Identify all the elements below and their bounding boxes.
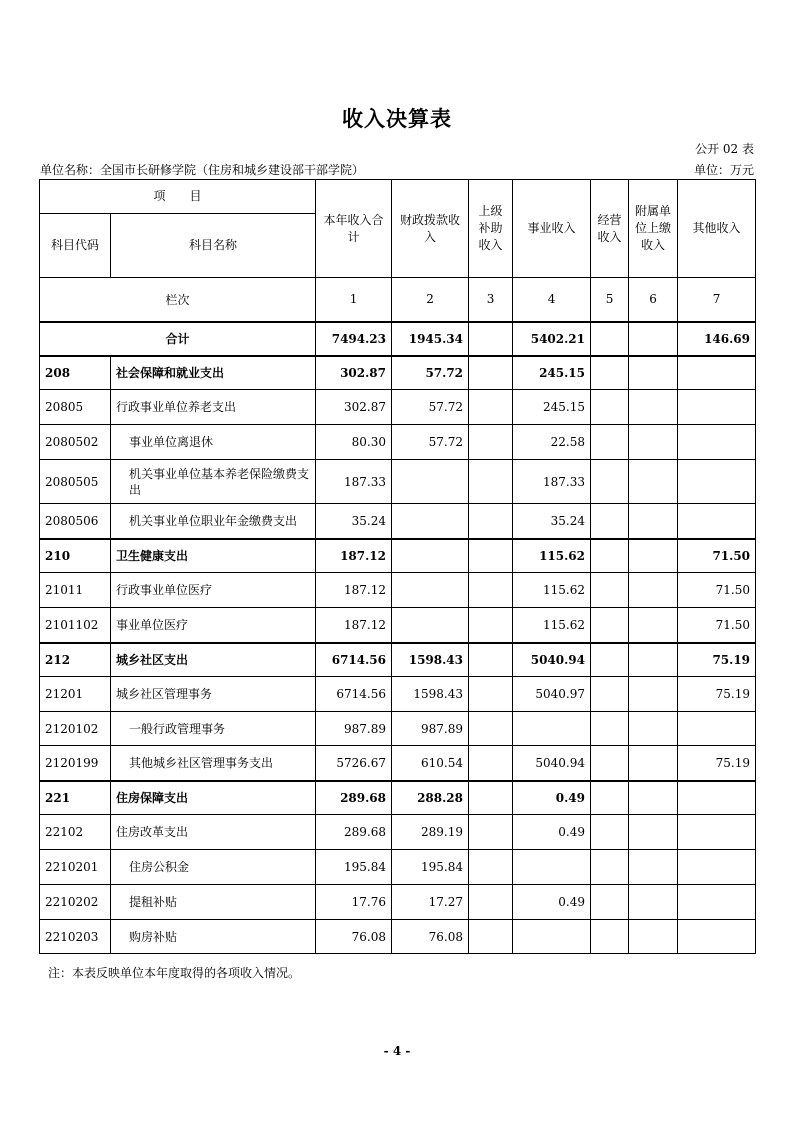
cell-value xyxy=(629,643,678,677)
header-operating: 经营收入 xyxy=(591,180,629,278)
cell-value xyxy=(469,885,513,920)
header-affiliated: 附属单位上缴收入 xyxy=(629,180,678,278)
cell-value: 57.72 xyxy=(392,356,469,390)
cell-value xyxy=(591,425,629,460)
cell-value xyxy=(678,504,756,539)
col-num: 2 xyxy=(392,278,469,322)
table-row xyxy=(40,573,756,608)
cell-value: 17.76 xyxy=(316,885,392,920)
cell-value: 195.84 xyxy=(316,850,392,885)
cell-value: 288.28 xyxy=(392,781,469,815)
cell-value: 245.15 xyxy=(513,390,591,425)
cell-value: 302.87 xyxy=(316,390,392,425)
cell-value xyxy=(469,850,513,885)
table-row xyxy=(40,920,756,954)
subject-name: 住房公积金 xyxy=(111,850,316,885)
subject-code: 22102 xyxy=(40,815,111,850)
cell-value: 17.27 xyxy=(392,885,469,920)
cell-value xyxy=(591,815,629,850)
cell-value: 987.89 xyxy=(392,712,469,746)
cell-value xyxy=(629,815,678,850)
cell-value xyxy=(629,712,678,746)
header-other: 其他收入 xyxy=(678,180,756,278)
subject-code: 2120199 xyxy=(40,746,111,781)
cell-value: 57.72 xyxy=(392,390,469,425)
total-value: 1945.34 xyxy=(392,322,469,356)
cell-value: 5726.67 xyxy=(316,746,392,781)
table-note: 注：本表反映单位本年度取得的各项收入情况。 xyxy=(48,966,301,980)
cell-value xyxy=(678,850,756,885)
subject-code: 208 xyxy=(40,356,111,390)
cell-value xyxy=(469,425,513,460)
cell-value xyxy=(629,390,678,425)
cell-value: 5040.94 xyxy=(513,746,591,781)
page-number: - 4 - xyxy=(383,1044,411,1058)
cell-value xyxy=(591,390,629,425)
total-value: 7494.23 xyxy=(316,322,392,356)
header-upper: 上级补助收入 xyxy=(469,180,513,278)
table-row xyxy=(40,850,756,885)
cell-value: 71.50 xyxy=(678,539,756,573)
cell-value xyxy=(513,850,591,885)
header-subject-code: 科目代码 xyxy=(40,214,111,278)
cell-value xyxy=(678,781,756,815)
subject-code: 212 xyxy=(40,643,111,677)
cell-value: 75.19 xyxy=(678,643,756,677)
cell-value xyxy=(513,712,591,746)
header-total: 本年收入合计 xyxy=(316,180,392,278)
cell-value: 6714.56 xyxy=(316,677,392,712)
cell-value xyxy=(591,850,629,885)
subject-name: 一般行政管理事务 xyxy=(111,712,316,746)
cell-value xyxy=(469,573,513,608)
cell-value xyxy=(591,712,629,746)
subject-name: 社会保障和就业支出 xyxy=(111,356,316,390)
subject-name: 购房补贴 xyxy=(111,920,316,954)
cell-value xyxy=(629,781,678,815)
cell-value xyxy=(591,746,629,781)
cell-value: 35.24 xyxy=(513,504,591,539)
table-code: 公开 02 表 xyxy=(695,142,754,156)
cell-value xyxy=(591,885,629,920)
cell-value: 76.08 xyxy=(316,920,392,954)
cell-value xyxy=(392,460,469,504)
total-value xyxy=(469,322,513,356)
cell-value xyxy=(629,356,678,390)
cell-value xyxy=(678,712,756,746)
cell-value: 1598.43 xyxy=(392,643,469,677)
table-row xyxy=(40,885,756,920)
cell-value: 57.72 xyxy=(392,425,469,460)
cell-value xyxy=(469,781,513,815)
subject-name: 机关事业单位基本养老保险缴费支出 xyxy=(111,460,316,504)
cell-value xyxy=(469,677,513,712)
subject-name: 城乡社区管理事务 xyxy=(111,677,316,712)
table-row xyxy=(40,356,756,390)
cell-value xyxy=(678,460,756,504)
cell-value xyxy=(513,920,591,954)
col-num: 5 xyxy=(591,278,629,322)
table-row xyxy=(40,504,756,539)
cell-value xyxy=(629,573,678,608)
cell-value: 115.62 xyxy=(513,573,591,608)
subject-name: 行政事业单位医疗 xyxy=(111,573,316,608)
cell-value xyxy=(629,608,678,643)
subject-name: 行政事业单位养老支出 xyxy=(111,390,316,425)
cell-value xyxy=(591,539,629,573)
cell-value xyxy=(678,920,756,954)
subject-code: 2080506 xyxy=(40,504,111,539)
cell-value xyxy=(469,920,513,954)
cell-value xyxy=(469,539,513,573)
header-fiscal: 财政拨款收入 xyxy=(392,180,469,278)
income-table xyxy=(39,179,756,954)
col-num: 1 xyxy=(316,278,392,322)
col-num: 6 xyxy=(629,278,678,322)
cell-value xyxy=(591,608,629,643)
subject-code: 2080502 xyxy=(40,425,111,460)
subject-name: 提租补贴 xyxy=(111,885,316,920)
header-business: 事业收入 xyxy=(513,180,591,278)
table-row xyxy=(40,425,756,460)
cell-value xyxy=(629,677,678,712)
cell-value xyxy=(591,920,629,954)
cell-value: 0.49 xyxy=(513,885,591,920)
cell-value: 71.50 xyxy=(678,608,756,643)
cell-value xyxy=(591,781,629,815)
cell-value xyxy=(591,643,629,677)
header-item: 项 目 xyxy=(40,180,316,214)
subject-name: 住房保障支出 xyxy=(111,781,316,815)
subject-code: 221 xyxy=(40,781,111,815)
table-row xyxy=(40,390,756,425)
subject-name: 卫生健康支出 xyxy=(111,539,316,573)
cell-value xyxy=(392,573,469,608)
cell-value: 35.24 xyxy=(316,504,392,539)
cell-value: 71.50 xyxy=(678,573,756,608)
subject-code: 2080505 xyxy=(40,460,111,504)
cell-value: 987.89 xyxy=(316,712,392,746)
cell-value xyxy=(678,390,756,425)
cell-value: 5040.94 xyxy=(513,643,591,677)
cell-value: 187.12 xyxy=(316,608,392,643)
cell-value xyxy=(469,504,513,539)
total-value: 5402.21 xyxy=(513,322,591,356)
total-row xyxy=(40,322,756,356)
cell-value xyxy=(629,460,678,504)
cell-value xyxy=(591,356,629,390)
cell-value xyxy=(469,815,513,850)
cell-value xyxy=(469,712,513,746)
cell-value xyxy=(629,539,678,573)
table-row xyxy=(40,643,756,677)
cell-value: 1598.43 xyxy=(392,677,469,712)
cell-value xyxy=(629,885,678,920)
page-title: 收入决算表 xyxy=(342,106,452,131)
subject-name: 住房改革支出 xyxy=(111,815,316,850)
unit-name: 单位名称：全国市长研修学院（住房和城乡建设部干部学院） xyxy=(40,163,365,177)
cell-value xyxy=(629,746,678,781)
cell-value: 75.19 xyxy=(678,677,756,712)
cell-value xyxy=(469,746,513,781)
cell-value xyxy=(469,390,513,425)
col-num: 3 xyxy=(469,278,513,322)
cell-value xyxy=(629,504,678,539)
cell-value: 302.87 xyxy=(316,356,392,390)
cell-value xyxy=(678,425,756,460)
subject-code: 2120102 xyxy=(40,712,111,746)
col-num: 7 xyxy=(678,278,756,322)
cell-value xyxy=(678,885,756,920)
cell-value xyxy=(469,608,513,643)
table-row xyxy=(40,781,756,815)
cell-value: 289.68 xyxy=(316,815,392,850)
cell-value xyxy=(591,460,629,504)
subject-code: 20805 xyxy=(40,390,111,425)
subject-code: 2210202 xyxy=(40,885,111,920)
cell-value xyxy=(392,504,469,539)
cell-value: 187.33 xyxy=(513,460,591,504)
subject-code: 2101102 xyxy=(40,608,111,643)
col-num: 4 xyxy=(513,278,591,322)
cell-value: 187.12 xyxy=(316,539,392,573)
cell-value xyxy=(678,356,756,390)
cell-value: 80.30 xyxy=(316,425,392,460)
subject-name: 事业单位离退休 xyxy=(111,425,316,460)
cell-value xyxy=(678,815,756,850)
subject-code: 21011 xyxy=(40,573,111,608)
table-row xyxy=(40,608,756,643)
cell-value: 6714.56 xyxy=(316,643,392,677)
table-row xyxy=(40,460,756,504)
subject-name: 事业单位医疗 xyxy=(111,608,316,643)
cell-value: 187.33 xyxy=(316,460,392,504)
total-value xyxy=(591,322,629,356)
subject-code: 2210201 xyxy=(40,850,111,885)
cell-value: 75.19 xyxy=(678,746,756,781)
subject-code: 2210203 xyxy=(40,920,111,954)
cell-value: 289.19 xyxy=(392,815,469,850)
column-label: 栏次 xyxy=(40,278,316,322)
table-row xyxy=(40,539,756,573)
subject-code: 210 xyxy=(40,539,111,573)
total-value: 146.69 xyxy=(678,322,756,356)
cell-value xyxy=(392,539,469,573)
subject-name: 机关事业单位职业年金缴费支出 xyxy=(111,504,316,539)
cell-value: 289.68 xyxy=(316,781,392,815)
cell-value xyxy=(469,460,513,504)
cell-value: 0.49 xyxy=(513,781,591,815)
cell-value: 22.58 xyxy=(513,425,591,460)
subject-name: 其他城乡社区管理事务支出 xyxy=(111,746,316,781)
cell-value xyxy=(392,608,469,643)
subject-code: 21201 xyxy=(40,677,111,712)
header-subject-name: 科目名称 xyxy=(111,214,316,278)
cell-value: 245.15 xyxy=(513,356,591,390)
cell-value xyxy=(469,356,513,390)
table-row xyxy=(40,677,756,712)
cell-value xyxy=(591,573,629,608)
cell-value: 115.62 xyxy=(513,539,591,573)
cell-value xyxy=(629,920,678,954)
cell-value xyxy=(629,850,678,885)
total-value xyxy=(629,322,678,356)
cell-value: 76.08 xyxy=(392,920,469,954)
table-row xyxy=(40,815,756,850)
cell-value: 115.62 xyxy=(513,608,591,643)
cell-value: 5040.97 xyxy=(513,677,591,712)
total-label: 合计 xyxy=(40,322,316,356)
table-row xyxy=(40,746,756,781)
cell-value xyxy=(591,504,629,539)
cell-value: 195.84 xyxy=(392,850,469,885)
cell-value xyxy=(629,425,678,460)
table-row xyxy=(40,712,756,746)
cell-value xyxy=(591,677,629,712)
cell-value xyxy=(469,643,513,677)
cell-value: 610.54 xyxy=(392,746,469,781)
subject-name: 城乡社区支出 xyxy=(111,643,316,677)
cell-value: 0.49 xyxy=(513,815,591,850)
unit-label: 单位：万元 xyxy=(693,163,754,177)
cell-value: 187.12 xyxy=(316,573,392,608)
